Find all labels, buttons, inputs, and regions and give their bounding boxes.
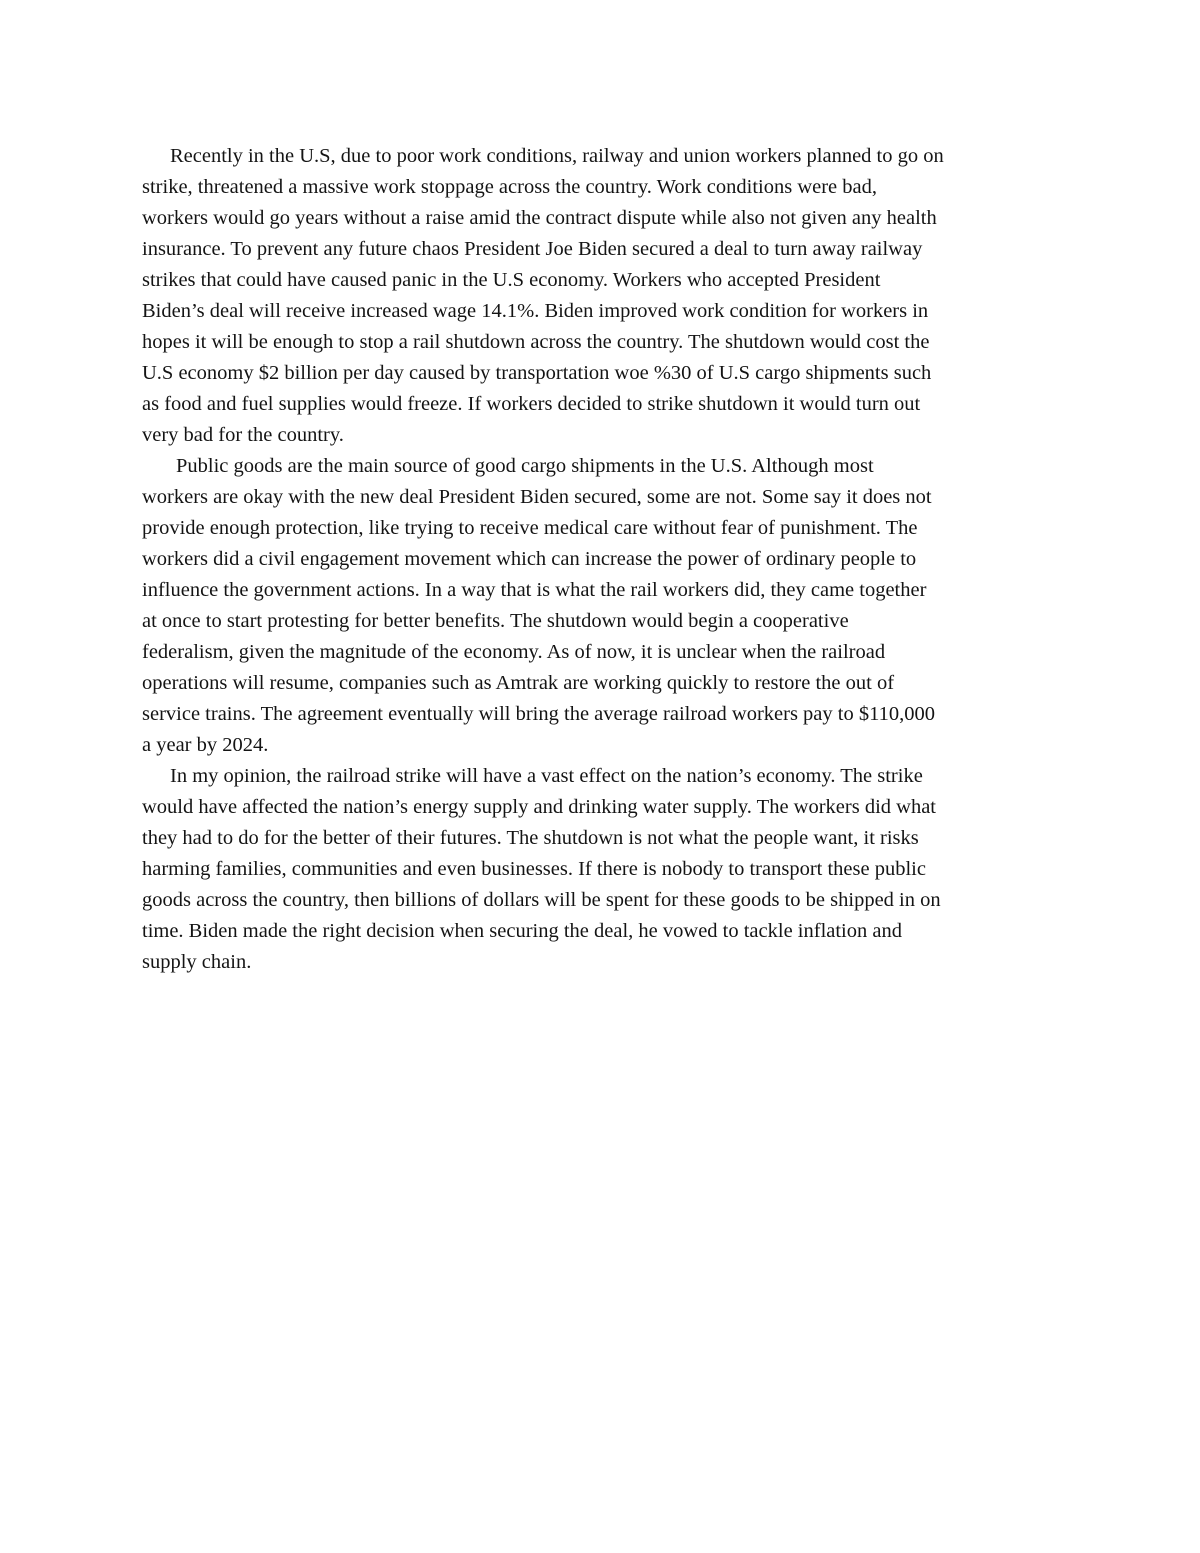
text-line: workers would go years without a raise amid the contract dispute while also not given any health [142, 207, 937, 229]
text-line: In my opinion, the railroad strike will have a vast effect on the nation’s economy. The strike [170, 765, 923, 787]
text-line: Biden’s deal will receive increased wage 14.1%. Biden improved work condition for workers in [142, 300, 929, 322]
text-line: time. Biden made the right decision when securing the deal, he vowed to tackle inflation and [142, 920, 902, 942]
text-line: workers did a civil engagement movement which can increase the power of ordinary people to [142, 548, 917, 570]
paragraph-2 [142, 451, 1062, 761]
text-line: federalism, given the magnitude of the economy. As of now, it is unclear when the railroad [142, 641, 886, 663]
text-line: provide enough protection, like trying to receive medical care without fear of punishment. The [142, 517, 918, 539]
text-line: very bad for the country. [142, 424, 344, 446]
paragraph-1 [142, 141, 1062, 451]
text-line: U.S economy $2 billion per day caused by transportation woe %30 of U.S cargo shipments such [142, 362, 932, 384]
text-line: hopes it will be enough to stop a rail shutdown across the country. The shutdown would cost the [142, 331, 930, 353]
text-line: they had to do for the better of their futures. The shutdown is not what the people want, it risks [142, 827, 919, 849]
text-line: goods across the country, then billions of dollars will be spent for these goods to be shipped in on [142, 889, 941, 911]
text-line: harming families, communities and even businesses. If there is nobody to transport these public [142, 858, 926, 880]
text-line: would have affected the nation’s energy supply and drinking water supply. The workers did what [142, 796, 936, 818]
text-line: workers are okay with the new deal President Biden secured, some are not. Some say it does not [142, 486, 932, 508]
paragraph-3 [142, 761, 1062, 978]
text-line: supply chain. [142, 951, 252, 973]
text-line: strike, threatened a massive work stoppage across the country. Work conditions were bad, [142, 176, 877, 198]
text-line: insurance. To prevent any future chaos President Joe Biden secured a deal to turn away railway [142, 238, 923, 260]
text-line: Recently in the U.S, due to poor work conditions, railway and union workers planned to go on [170, 145, 944, 167]
text-line: influence the government actions. In a way that is what the rail workers did, they came together [142, 579, 927, 601]
text-line: strikes that could have caused panic in the U.S economy. Workers who accepted President [142, 269, 881, 291]
text-line: a year by 2024. [142, 734, 269, 756]
text-line: at once to start protesting for better benefits. The shutdown would begin a cooperative [142, 610, 849, 632]
text-line: as food and fuel supplies would freeze. If workers decided to strike shutdown it would turn out [142, 393, 921, 415]
text-line: Public goods are the main source of good cargo shipments in the U.S. Although most [176, 455, 874, 477]
essay-body [142, 141, 1062, 978]
text-line: operations will resume, companies such as Amtrak are working quickly to restore the out of [142, 672, 895, 694]
text-line: service trains. The agreement eventually will bring the average railroad workers pay to $110,000 [142, 703, 935, 725]
